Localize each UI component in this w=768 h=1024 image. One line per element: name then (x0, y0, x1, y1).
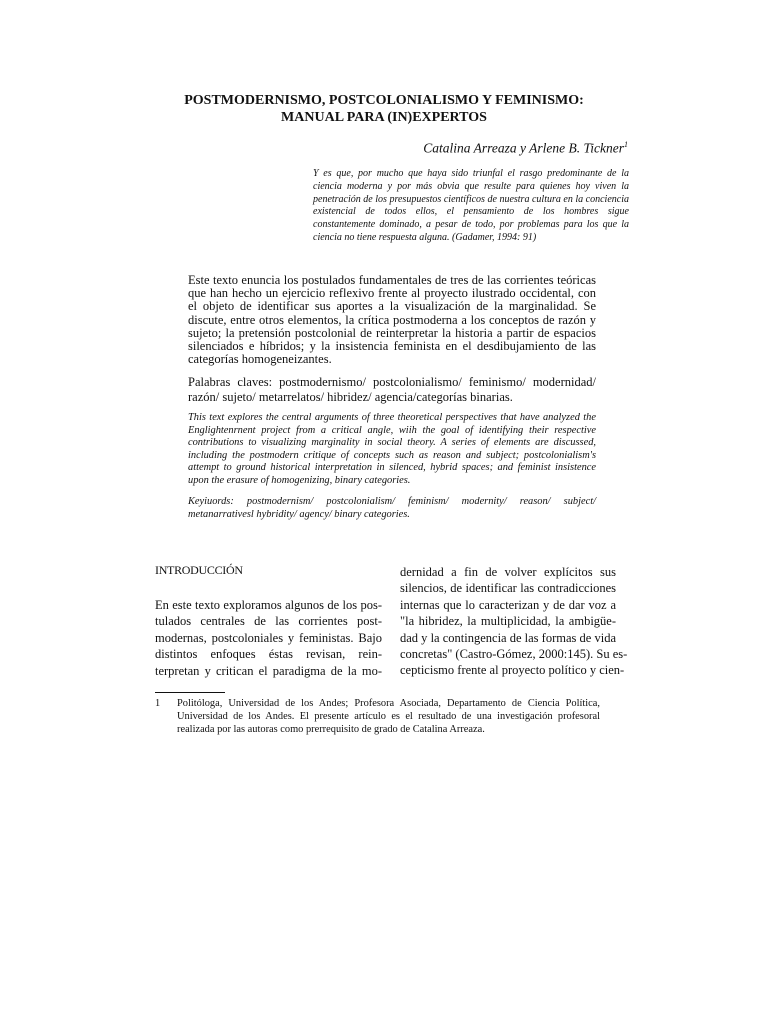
title-line-1: POSTMODERNISMO, POSTCOLONIALISMO Y FEMINISMO: (184, 93, 584, 108)
abstract-english: This text explores the central arguments of three theoretical perspectives that have analyzed the Englightenrnent project from a critical angle, wiih the goal of identifying their respective contributions to visualizing marginality in social theory. A series of elements are discussed, including the postmodern critique of concepts such as reason and subject; postcolonialism's attempt to ground historical interpretation in silenced, hybrid spaces; and feminist insistence upon the erasure of homogenizing, binary categories. (188, 412, 596, 486)
right-column-line: "la hibridez, la multiplicidad, la ambigüe- (400, 614, 616, 629)
left-column-line: terpretan y critican el paradigma de la mo- (155, 663, 382, 678)
title-line-2: MANUAL PARA (IN)EXPERTOS (281, 110, 487, 125)
article-title (0, 92, 768, 126)
left-column-line: tulados centrales de las corrientes post- (155, 614, 382, 629)
right-column-line: dad y la contingencia de las formas de vida (400, 630, 616, 645)
section-heading: INTRODUCCIÓN (155, 563, 243, 577)
left-column-line: modernas, postcoloniales y feministas. Bajo (155, 630, 382, 645)
left-column-line: En este texto exploramos algunos de los pos- (155, 598, 382, 612)
right-column-line: concretas" (Castro-Gómez, 2000:145). Su es- (400, 647, 628, 662)
footnote-text: Politóloga, Universidad de los Andes; Profesora Asociada, Departamento de Ciencia Política, Universidad de los Andes. El presente artículo es el resultado de una investigación profesoral realizada por las autoras como prerrequisito de grado de Catalina Arreaza. (177, 698, 600, 735)
right-column-line: internas que lo caracterizan y de dar voz a (400, 597, 616, 612)
keywords-english: Keyiuords: postmodernism/ postcolonialism/ feminism/ modernity/ reason/ subject/ metanarrativesl hybridity/ agency/ binary categories. (188, 496, 596, 520)
epigraph: Y es que, por mucho que haya sido triunfal el rasgo predominante de la ciencia moderna y por más obvia que resulte para quienes hoy viven la penetración de los presupuestos científicos de nuestra cultura en la conciencia existencial de todos ellos, el pensamiento de los hombres sigue constantemente dominado, a pesar de todo, por problemas para los que la ciencia no tiene respuesta alguna. (Gadamer, 1994: 91) (313, 168, 629, 243)
author-names: Catalina Arreaza y Arlene B. Tickner (423, 140, 624, 156)
authors (423, 140, 628, 157)
abstract-spanish: Este texto enuncia los postulados fundamentales de tres de las corrientes teóricas que han hecho un ejercicio reflexivo frente al proyecto ilustrado occidental, con el objeto de identificar sus aportes a la visualización de la marginalidad. Se discute, entre otros elementos, la crítica postmoderna a los conceptos de razón y sujeto; la pretensión postcolonial de reinterpretar la historia a partir de espacios silenciados e híbridos; y la insistencia feminista en el desdibujamiento de las categorías homogeneizantes. (188, 273, 596, 367)
right-column (400, 564, 628, 679)
right-column-line: cepticismo frente al proyecto político y cien- (400, 663, 625, 678)
left-column-line: distintos enfoques éstas revisan, rein- (155, 647, 382, 662)
footnote-number: 1 (155, 698, 161, 709)
footnote (155, 698, 600, 736)
keywords-spanish: Palabras claves: postmodernismo/ postcolonialismo/ feminismo/ modernidad/ razón/ sujeto/ metarrelatos/ hibridez/ agencia/categorías binarias. (188, 375, 596, 404)
right-column-line: dernidad a fin de volver explícitos sus (400, 565, 616, 579)
right-column-line: silencios, de identificar las contradicciones (400, 581, 616, 596)
left-column (155, 597, 382, 679)
author-footnote-mark: 1 (624, 140, 628, 149)
footnote-divider (155, 692, 225, 693)
